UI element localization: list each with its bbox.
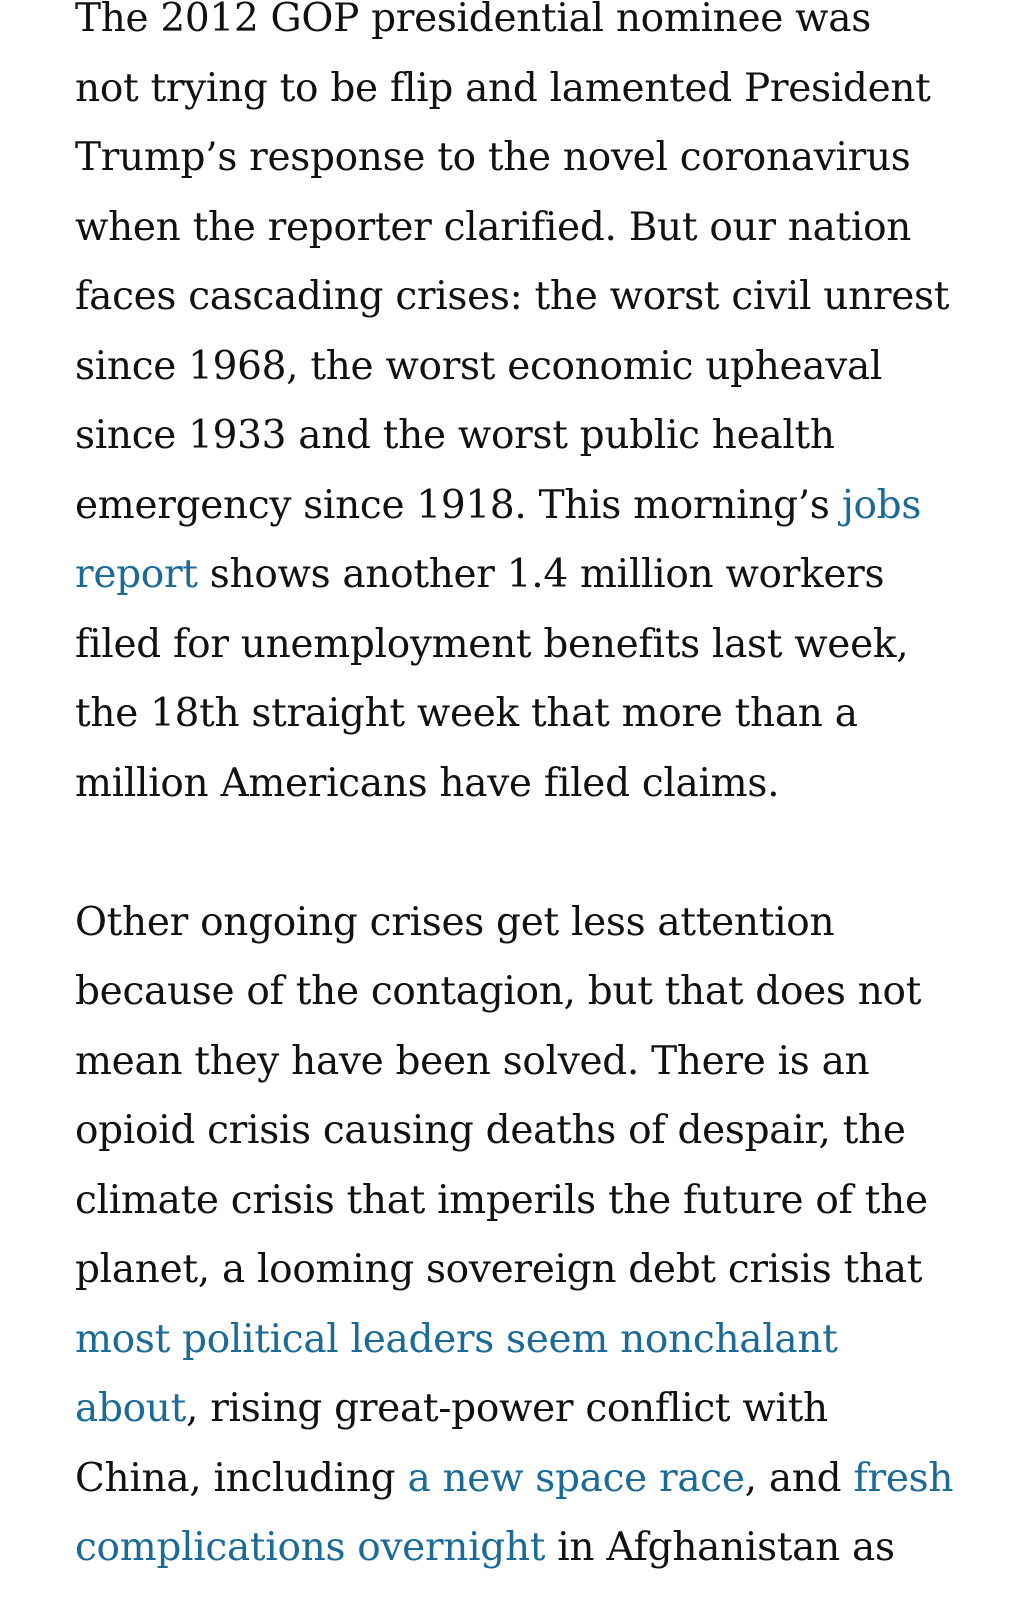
paragraph xyxy=(75,0,950,818)
text-segment: million Americans have filed claims. xyxy=(75,760,780,806)
text-line xyxy=(75,749,945,819)
inline-link[interactable]: most political leaders seem nonchalant xyxy=(75,1316,838,1362)
text-line xyxy=(75,888,945,958)
text-line xyxy=(75,1444,954,1514)
inline-link[interactable]: fresh xyxy=(853,1455,954,1501)
inline-link[interactable]: about xyxy=(75,1386,186,1431)
paragraph xyxy=(75,888,954,1583)
inline-link[interactable]: report xyxy=(75,552,198,597)
text-segment: Other ongoing crises get less attention xyxy=(75,899,835,945)
text-segment: planet, a looming sovereign debt crisis that xyxy=(75,1247,923,1292)
text-segment: in Afghanistan as xyxy=(545,1525,895,1570)
text-line xyxy=(75,401,945,471)
text-line xyxy=(75,1235,945,1305)
text-segment: China, including xyxy=(75,1455,408,1501)
text-line xyxy=(75,540,945,610)
text-line xyxy=(75,1166,945,1236)
paragraph-gap xyxy=(75,818,945,888)
text-segment: , rising great-power conflict with xyxy=(186,1386,828,1431)
text-line xyxy=(75,610,945,680)
text-line xyxy=(75,1027,945,1097)
text-segment: climate crisis that imperils the future of the xyxy=(75,1177,928,1223)
text-line xyxy=(75,193,945,263)
text-line xyxy=(75,123,945,193)
text-line xyxy=(75,471,945,541)
text-line xyxy=(75,54,945,124)
text-segment: The 2012 GOP presidential nominee was xyxy=(75,0,871,41)
text-line xyxy=(75,1305,945,1375)
text-segment: , and xyxy=(744,1455,854,1501)
text-segment: since 1933 and the worst public health xyxy=(75,413,835,458)
text-segment: emergency since 1918. This morning’s xyxy=(75,482,842,528)
text-segment: shows another 1.4 million workers xyxy=(197,552,885,597)
text-segment: faces cascading crises: the worst civil unrest xyxy=(75,274,950,319)
article-body xyxy=(75,0,954,1583)
text-line xyxy=(75,957,945,1027)
text-segment: not trying to be flip and lamented President xyxy=(75,65,931,111)
text-segment: opioid crisis causing deaths of despair, the xyxy=(75,1108,906,1153)
text-segment: when the reporter clarified. But our nation xyxy=(75,204,912,250)
text-segment: because of the contagion, but that does not xyxy=(75,969,922,1014)
text-segment: the 18th straight week that more than a xyxy=(75,691,858,736)
text-segment: Trump’s response to the novel coronavirus xyxy=(75,135,911,180)
text-segment: filed for unemployment benefits last week, xyxy=(75,621,909,667)
inline-link[interactable]: complications overnight xyxy=(75,1525,546,1570)
text-line xyxy=(75,1374,945,1444)
text-line xyxy=(75,0,945,54)
inline-link[interactable]: jobs xyxy=(841,482,922,528)
text-line xyxy=(75,332,945,402)
text-segment: since 1968, the worst economic upheaval xyxy=(75,343,883,389)
text-line xyxy=(75,1096,945,1166)
text-segment: mean they have been solved. There is an xyxy=(75,1038,870,1084)
text-line xyxy=(75,262,950,332)
text-line xyxy=(75,1513,945,1583)
text-line xyxy=(75,679,945,749)
inline-link[interactable]: a new space race xyxy=(407,1455,745,1501)
